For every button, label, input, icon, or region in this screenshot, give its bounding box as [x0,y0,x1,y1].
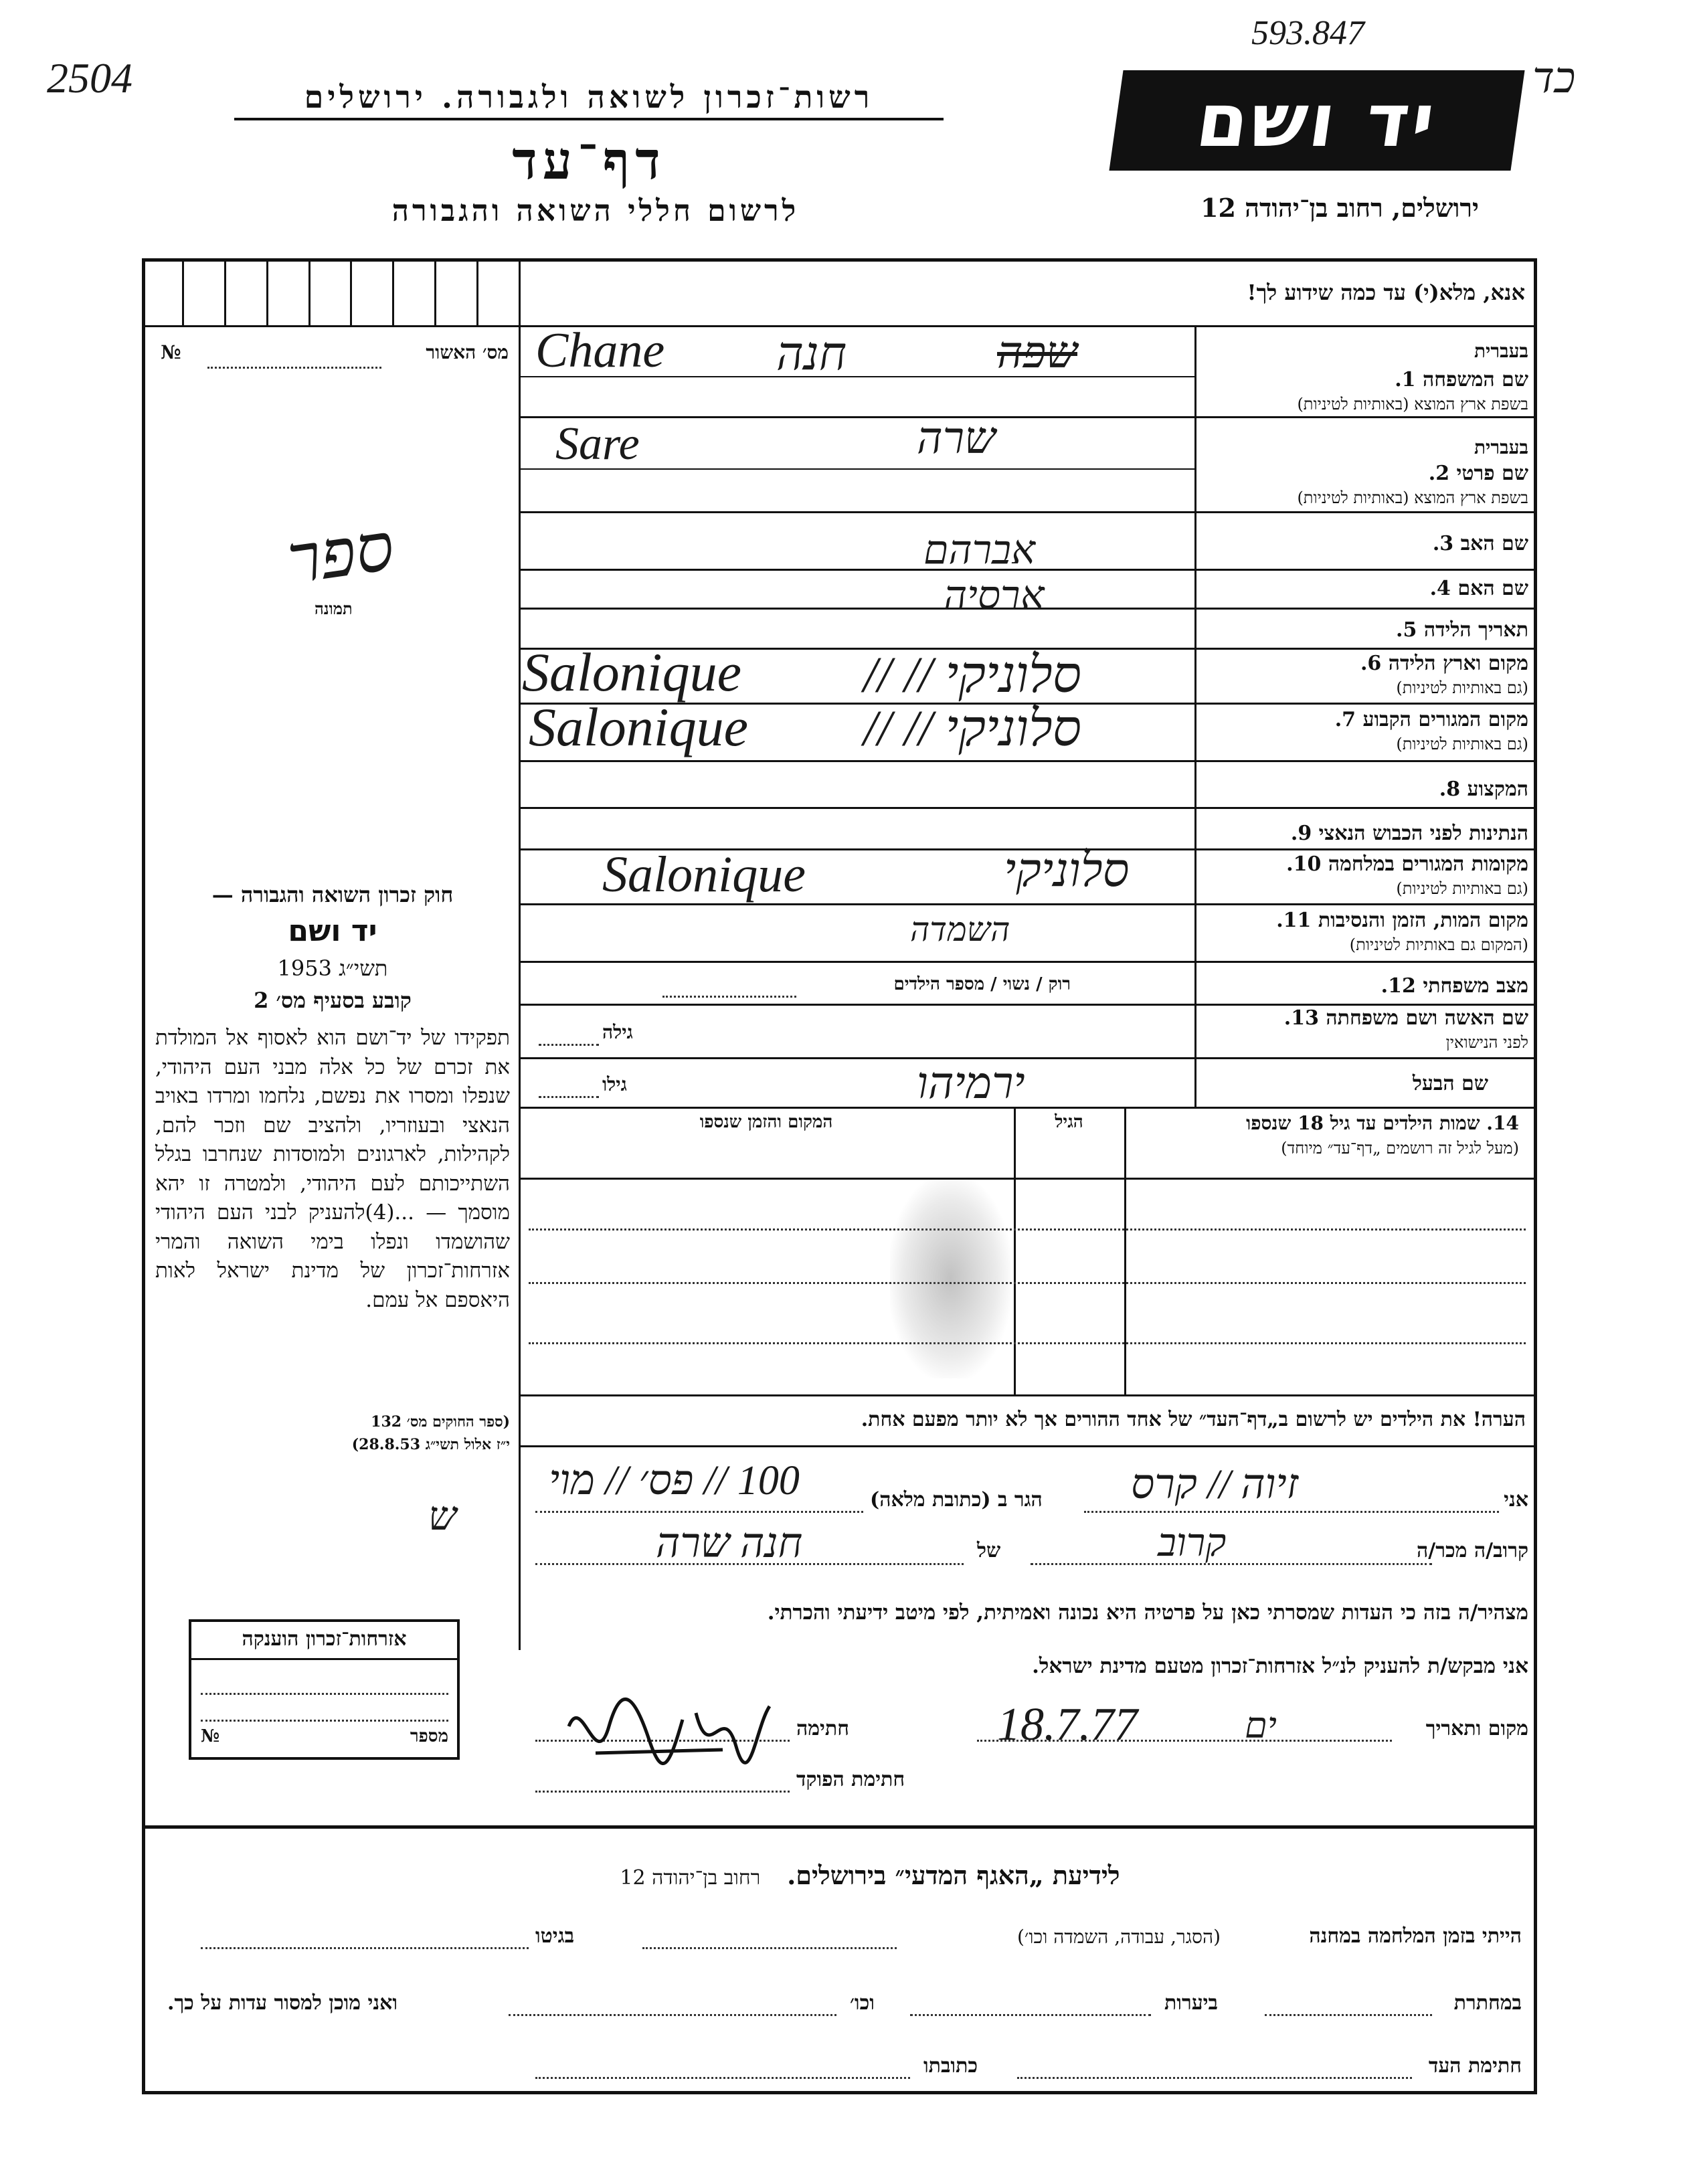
children-row-1 [529,1228,1526,1231]
top-number: 593.847 [1251,14,1364,52]
place-date-label: מקום ותאריך [1425,1717,1528,1740]
field1-num: 1. [1395,368,1416,391]
children-col-1 [1124,1107,1126,1394]
approval-field [161,341,509,364]
citizenship-dotline-2 [201,1720,448,1722]
side-mark: ש [428,1494,457,1538]
footer-line3-b: כתובתו [923,2054,978,2078]
declaration-text: מצהיר/ה בזה כי העדות שמסרתי כאן על פרטיה היא נכונה ואמיתית, לפי מיטב ידיעתי והכרתי. [767,1601,1528,1625]
law-name: יד ושם [288,914,377,948]
field3-label [1433,532,1528,555]
field1-label-text: שם המשפחה [1422,368,1528,391]
field3-num: 3. [1432,532,1454,555]
hw-surname-struck: שפה [997,329,1077,377]
approval-no-sign: № [161,341,181,363]
row-rule-12 [519,1004,1537,1006]
hw-mother: ארסיה [944,573,1045,618]
citizenship-no-label: מספר [410,1726,448,1746]
row-rule-11 [519,961,1537,963]
wife-age-dotline [539,1044,599,1046]
husband-label: שם הבעל [1412,1072,1488,1095]
photo-signature-mark: ספר [283,509,399,598]
decl-relation-dotline [1031,1563,1432,1565]
decl-i: אני [1504,1488,1528,1512]
field9-num: 9. [1290,822,1312,845]
children-row-3 [529,1342,1526,1344]
tick-box-bottom [142,325,519,327]
hw-witness-name: זיוה // קרס [1131,1462,1299,1508]
field4-label-text: שם האם [1457,577,1528,600]
marital-dotline [662,996,796,998]
footer-line1-a: הייתי בזמן המלחמה במחנה [1309,1924,1522,1948]
decl-name-dotline [1084,1511,1499,1513]
hw-birth-place-latin: Salonique [522,642,741,703]
authority-name: רשות־זכרון לשואה ולגבורה. ירושלים [234,79,944,120]
field13-label-text: שם האשה ושם משפחתה [1326,1006,1528,1030]
tick-boxes [142,258,519,325]
hw-residence-hebrew: סלוניקי // // [863,701,1081,757]
footer-title [468,1860,1271,1891]
children-sub: (מעל לגיל זה רושמים „דף־עד״ מיוחד) [1281,1139,1519,1158]
field5-label-text: תאריך הלידה [1423,618,1528,642]
field11-sub: (המקום גם באותיות לטיניות) [1349,935,1528,954]
form-title: דף־עד [512,130,666,191]
field2-label [1429,462,1528,485]
field2-num: 2. [1428,462,1450,485]
citizenship-box-rule [189,1658,460,1660]
form-subtitle: לרשום חללי השואה והגבורה [391,194,800,228]
decl-relative: קרוב/ה מכר/ה [1417,1539,1528,1562]
note-rule [519,1445,1537,1447]
footer-line3-a: חתימת העד [1428,2054,1522,2078]
decl-address-dotline [535,1511,863,1513]
hw-first-latin: Sare [555,418,640,470]
header-address: ירושלים, רחוב בן־יהודה 12 [1201,193,1479,223]
footer-forest-dotline [910,2014,1151,2016]
row-rule-2 [519,511,1537,513]
decl-of: של [977,1539,1001,1562]
approval-label: מס׳ האשור [426,341,509,363]
hw-witness-address: 100 // פס׳ // מוי [549,1458,800,1504]
footer-line2-a: במחתרת [1453,1991,1522,2015]
field6-num: 6. [1360,652,1382,675]
law-ref-1: (ספר החוקים מס׳ 132 [371,1413,510,1431]
footer-camp-dotline [642,1947,897,1949]
field4-num: 4. [1429,577,1451,600]
law-title: חוק זכרון השואה והגבורה — [211,882,454,907]
smudge [890,1178,1010,1378]
field2-label-text: שם פרטי [1456,462,1528,485]
children-header: 14. שמות הילדים עד גיל 18 שנספו [1246,1112,1519,1134]
field6-label [1360,652,1528,675]
hw-birth-place-hebrew: סלוניקי // // [863,647,1081,703]
form-intro: אנא, מלא(י) עד כמה שידוע לך! [1247,280,1525,305]
field2-sub: בשפת ארץ המוצא (באותיות לטיניות) [1297,488,1528,507]
row-rule-14 [519,1107,1537,1109]
officer-dotline [535,1791,790,1793]
law-text: תפקידו של יד־ושם הוא לאסוף אל המולדת את זכרם של כל אלה מבני העם היהודי, שנפלו ומסרו את נפשם, נלחמו ומרדו באויב הנאצי ובעוזריו, ולהציב שם וזכר להם, לקהילות, לארגונים ולמוסדות שנחרבו בגלל השתייכותם לעם היהודי, ולמטרה זו יהא מוסמך — ...(4)להעניק לבני העם היהודי שהושמדו ונפלו בימי השואה והמרי אזרחות־זכרון של מדינת ישראל לאות היאספם אל עמם. [155,1026,510,1312]
note-text: הערה! את הילדים יש לרשום ב„דף־העד״ של אחד ההורים אך לא יותר מפעם אחת. [861,1408,1526,1431]
field2-hebrew-tag: בעברית [1474,436,1528,458]
approval-dotline [207,367,381,369]
citizenship-dotline-1 [201,1693,448,1695]
row-rule-8 [519,807,1537,809]
hw-first-hebrew: שרה [917,414,996,463]
field1-hebrew-tag: בעברית [1474,340,1528,362]
hw-father: אברהם [923,528,1035,572]
field10-num: 10. [1286,852,1322,876]
field12-label [1381,974,1528,998]
hw-surname-latin: Chane [535,323,665,378]
field7-num: 7. [1334,708,1356,731]
field7-label [1335,708,1528,731]
hw-date: 18.7.77 [997,1699,1138,1750]
field10-label-text: מקומות המגורים במלחמה [1328,852,1528,876]
left-column-divider [519,258,521,1650]
field13-sub: לפני הנישואין [1445,1033,1528,1052]
citizenship-no-sign: № [201,1726,220,1746]
footer-etc-dotline [509,2014,836,2016]
left-corner-mark: 2504 [47,54,132,102]
hw-war-place-latin: Salonique [602,846,806,903]
field1-sub: בשפת ארץ המוצא (באותיות לטיניות) [1297,395,1528,414]
field8-label-text: המקצוע [1467,778,1528,801]
field3-label-text: שם האב [1460,532,1528,555]
husband-age-dotline [539,1096,599,1098]
field13-num: 13. [1283,1006,1319,1030]
hw-residence-latin: Salonique [529,697,748,757]
children-col-age: הגיל [1055,1112,1083,1132]
wife-age-label: גילה [602,1021,633,1043]
row-rule-1 [519,416,1537,418]
hw-place: ים [1245,1706,1277,1746]
field13-label [1284,1006,1528,1030]
footer-witness-dotline [1017,2077,1412,2079]
children-head-rule [519,1178,1537,1180]
decl-resides: הגר ב (כתובת מלאה) [870,1488,1043,1512]
field6-sub: (גם באותיות לטיניות) [1396,678,1528,697]
label-column-divider [1194,325,1196,1107]
field11-label-text: מקום המות, הזמן והנסיבות [1318,909,1528,932]
law-clause: קובע בסעיף מס׳ 2 [254,988,412,1013]
field9-label [1291,822,1528,845]
children-col-2 [1014,1107,1016,1394]
footer-addr-dotline [535,2077,910,2079]
field7-label-text: מקום המגורים הקבוע [1362,708,1528,731]
children-row-2 [529,1282,1526,1284]
citizenship-box-title: אזרחות־זכרון הוענקה [242,1627,407,1651]
hw-death: השמדה [910,911,1010,948]
footer-line2-c: וכו׳ [850,1991,875,2015]
field1-label [1395,368,1528,391]
field12-label-text: מצב משפחתי [1423,974,1528,998]
yad-vashem-logo [1109,70,1524,171]
field9-label-text: הנתינות לפני הכבוש הנאצי [1318,822,1528,845]
field4-label [1430,577,1528,600]
field6-label-text: מקום וארץ הלידה [1388,652,1528,675]
field8-num: 8. [1439,778,1461,801]
hw-surname-hebrew: חנה [776,329,847,380]
field5-label [1396,618,1528,642]
footer-line1-b: (הסגר, עבודה, השמדה וכו׳) [1016,1926,1221,1948]
photo-label: תמונה [315,599,353,618]
signature-label: חתימה [796,1717,849,1740]
field10-label [1286,852,1528,876]
field5-num: 5. [1396,618,1417,642]
hw-signature [555,1686,783,1787]
footer-line2-d: ואני מוכן למסור עדות על כך. [167,1991,398,2015]
hw-subject: חנה שרה [656,1521,803,1566]
hw-relation: קרוב [1158,1521,1227,1564]
officer-signature-label: חתימת הפוקד [796,1768,905,1791]
footer-address: רחוב בן־יהודה 12 [620,1866,761,1890]
field11-label [1276,909,1528,932]
field12-num: 12. [1381,974,1416,998]
footer-line1-c: בגיטו [535,1924,575,1948]
right-corner-mark: כד [1532,54,1576,102]
field7-sub: (גם באותיות לטיניות) [1396,735,1528,753]
row-rule-7 [519,760,1537,762]
husband-age-label: גילו [602,1073,627,1095]
footer-underground-dotline [1265,2014,1432,2016]
law-ref-2: י״ז אלול תשי״ג 28.8.53) [351,1436,510,1453]
children-bottom-rule [519,1394,1537,1396]
field10-sub: (גם באותיות לטיניות) [1396,879,1528,898]
footer-title-text: לידיעת „האגף המדעי״ בירושלים. [787,1860,1120,1890]
hw-husband: ירמיהו [917,1059,1025,1108]
footer-rule [142,1825,1537,1829]
citizenship-box-number [201,1726,448,1746]
request-text: אני מבקש/ת להעניק לנ״ל אזרחות־זכרון מטעם מדינת ישראל. [1032,1654,1528,1678]
row-rule-13 [519,1057,1537,1059]
footer-line2-b: ביערות [1164,1991,1219,2015]
children-col-place: המקום והזמן שנספו [699,1112,833,1132]
intro-rule [519,325,1537,327]
law-year: תשי״ג 1953 [277,955,388,981]
marital-options: רוק / נשוי / מספר הילדים [893,974,1071,994]
field11-num: 11. [1276,909,1312,932]
footer-ghetto-dotline [201,1947,529,1949]
hw-war-place-hebrew: סלוניקי [1004,845,1130,897]
logo-text: יד ושם [1191,78,1443,163]
field8-label [1439,778,1528,801]
